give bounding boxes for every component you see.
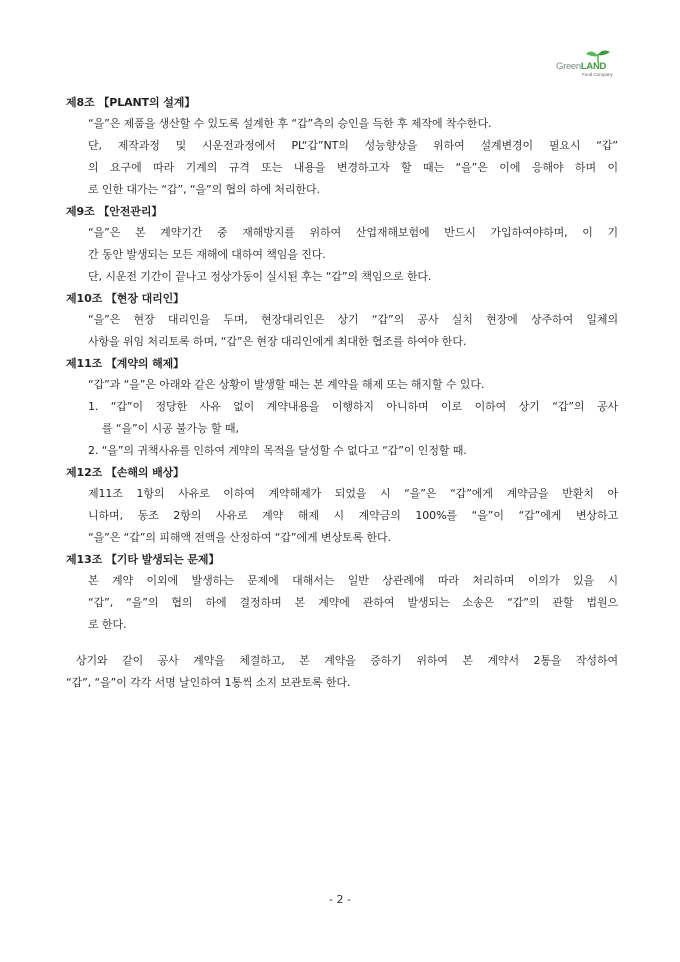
article-heading: 제8조 【PLANT의 설계】: [66, 96, 196, 109]
logo-wordmark: [556, 61, 606, 72]
page-number: - 2 -: [329, 893, 351, 906]
article-text-line: “을”은 “갑”의 피해액 전액을 산정하여 “갑”에게 변상토록 한다.: [88, 531, 391, 544]
article-text-line: 를 “을”이 시공 불가능 할 때,: [102, 422, 239, 435]
article-section: [66, 288, 618, 353]
article-text-line: 제11조 1항의 사유로 이하여 계약해제가 되었을 시 “을”은 “갑”에게 계약금을 반환치 아: [88, 487, 618, 500]
article-section: [66, 549, 618, 636]
article-text-line: “갑”과 “을”은 아래와 같은 상황이 발생할 때는 본 계약을 해제 또는 해지할 수 있다.: [88, 378, 485, 391]
article-text-line: 본 계약 이외에 발생하는 문제에 대해서는 일반 상관례에 따라 처리하며 이의가 있을 시: [88, 574, 618, 587]
article-section: [66, 201, 618, 288]
article-text-line: 단, 시운전 기간이 끝나고 정상가동이 실시된 후는 “갑”의 책임으로 한다.: [88, 270, 432, 283]
article-text-line: 의 요구에 따라 기계의 규격 또는 내용을 변경하고자 할 때는 “을”은 이에 응해야 하며 이: [88, 161, 618, 174]
article-text-line: 1. “갑”이 정당한 사유 없이 계약내용을 이행하지 아니하며 이로 이하여 상기 “갑”의 공사: [88, 400, 618, 413]
article-text-line: 단, 제작과정 및 시운전과정에서 PL“갑”NT의 성능향상을 위하여 설계변경이 필요시 “갑”: [88, 139, 618, 152]
article-heading: 제11조 【계약의 해제】: [66, 357, 185, 370]
logo-word-green: Green: [556, 61, 581, 72]
document-body: [66, 92, 618, 694]
article-text-line: “갑”, “을”의 협의 하에 결정하며 본 계약에 관하여 발생되는 소송은 “갑”의 관할 법원으: [88, 596, 618, 609]
article-text-line: 로 한다.: [88, 618, 127, 631]
article-text-line: 사항을 위임 처리토록 하며, “갑”은 현장 대리인에게 최대한 협조를 하여야 한다.: [88, 335, 467, 348]
article-section: [66, 462, 618, 549]
article-heading: 제9조 【안전관리】: [66, 205, 163, 218]
article-text-line: 니하며, 동조 2항의 사유로 계약 해제 시 계약금의 100%를 “을”이 “갑”에게 변상하고: [88, 509, 618, 522]
article-section: [66, 353, 618, 462]
logo-word-land: LAND: [580, 61, 607, 72]
logo-subtitle: Food Company: [582, 72, 613, 77]
article-text-line: 2. “을”의 귀책사유를 인하여 계약의 목적을 달성할 수 없다고 “갑”이 인정할 때.: [88, 444, 467, 457]
article-text-line: “을”은 본 계약기간 중 재해방지를 위하여 산업재해보험에 반드시 가입하여야하며, 이 기: [88, 226, 618, 239]
greenland-logo: [556, 50, 624, 78]
article-heading: 제12조 【손해의 배상】: [66, 466, 185, 479]
article-heading: 제13조 【기타 발생되는 문제】: [66, 553, 220, 566]
article-text-line: 간 동안 발생되는 모든 재해에 대하여 책임을 진다.: [88, 248, 326, 261]
article-text-line: “을”은 현장 대리인을 두며, 현장대리인은 상기 “갑”의 공사 실치 현장에 상주하여 일체의: [88, 313, 618, 326]
article-text-line: 로 인한 대가는 “갑”, “을”의 협의 하에 처리한다.: [88, 183, 320, 196]
closing-line: “갑”, “을”이 각각 서명 날인하여 1통씩 소지 보관토록 한다.: [66, 676, 351, 689]
article-section: [66, 92, 618, 201]
article-heading: 제10조 【현장 대리인】: [66, 292, 185, 305]
closing-line: 상기와 같이 공사 계약을 체결하고, 본 계약을 증하기 위하여 본 계약서 2통을 작성하여: [76, 654, 618, 667]
closing-paragraph: [66, 650, 618, 694]
article-text-line: “을”은 제품을 생산할 수 있도록 설계한 후 “갑”측의 승인을 득한 후 제작에 착수한다.: [88, 117, 492, 130]
